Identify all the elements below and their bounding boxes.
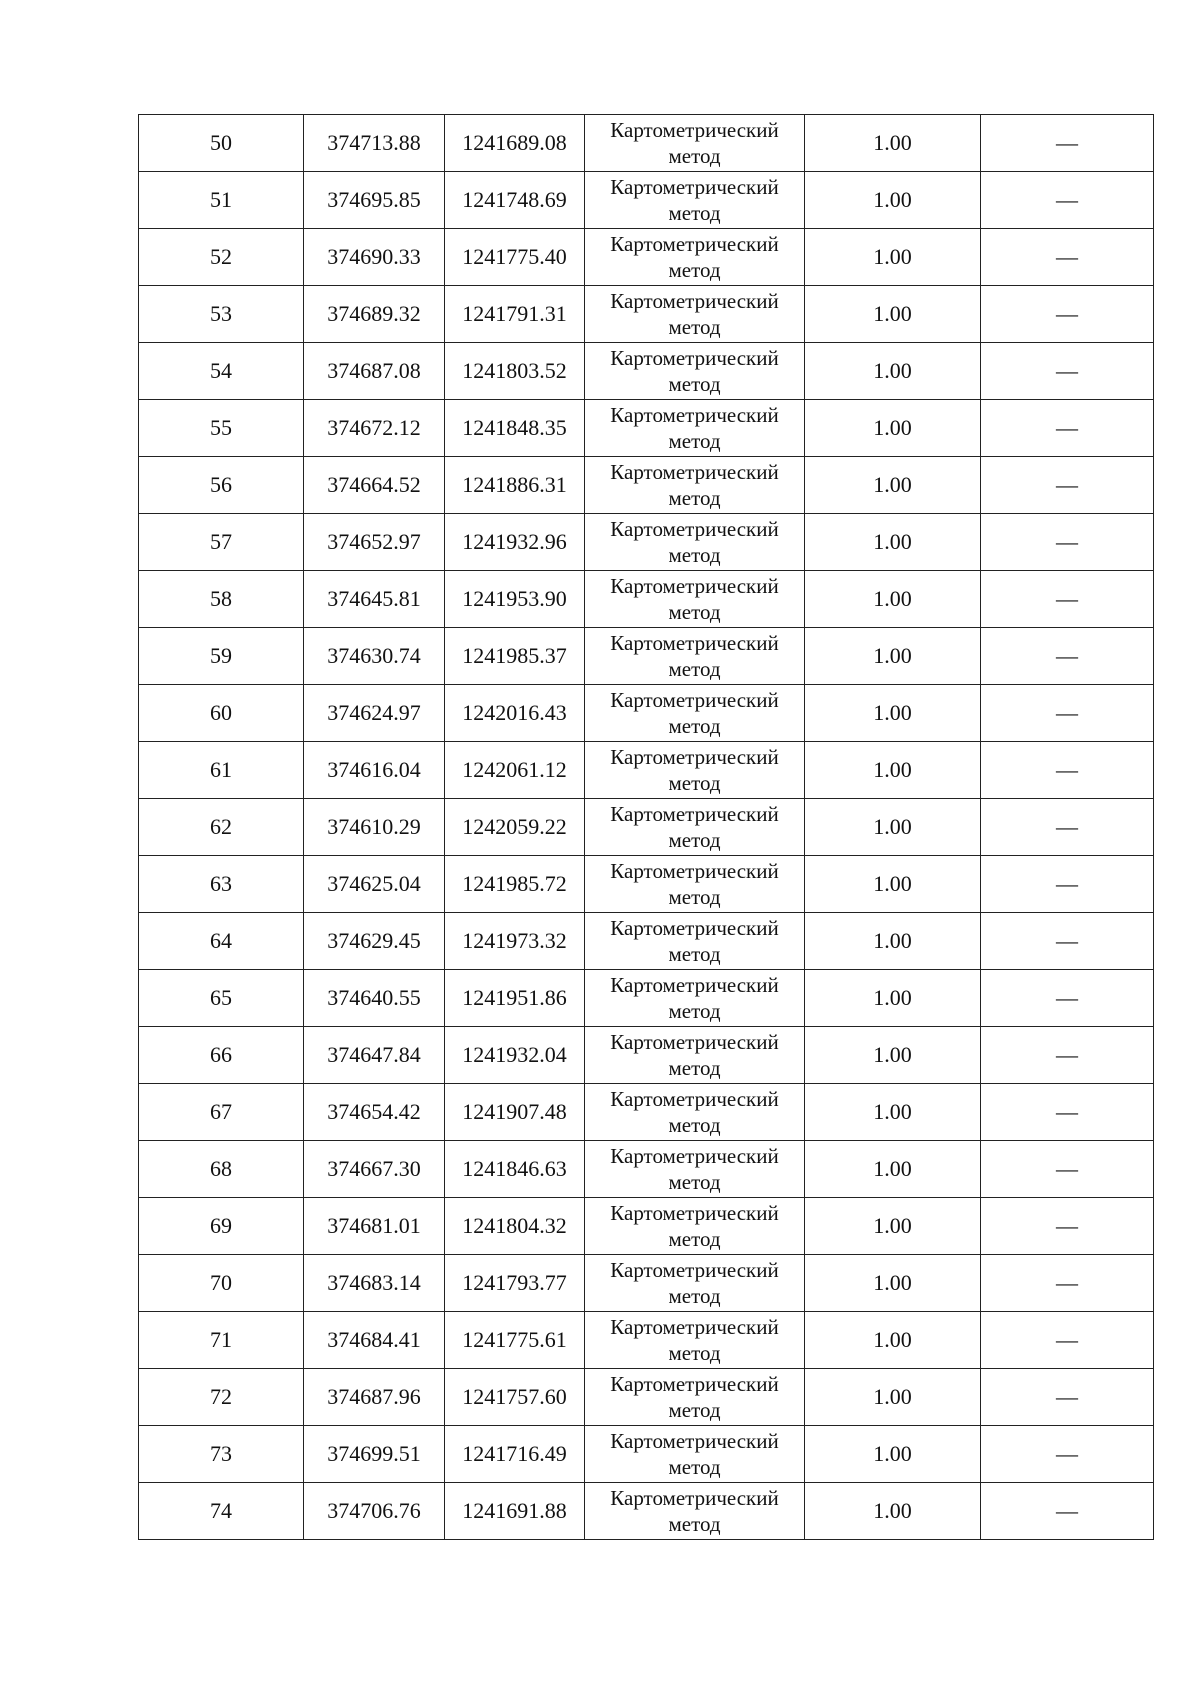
note-cell: —	[981, 913, 1154, 970]
method-cell: Картометрический метод	[585, 1426, 805, 1483]
note-cell: —	[981, 1198, 1154, 1255]
x-coordinate-cell: 374610.29	[304, 799, 445, 856]
y-coordinate-cell: 1241689.08	[445, 115, 585, 172]
accuracy-cell: 1.00	[805, 970, 981, 1027]
table-row	[139, 1027, 1154, 1084]
x-coordinate-cell: 374681.01	[304, 1198, 445, 1255]
y-coordinate-cell: 1241716.49	[445, 1426, 585, 1483]
accuracy-cell: 1.00	[805, 685, 981, 742]
accuracy-cell: 1.00	[805, 1483, 981, 1540]
note-cell: —	[981, 172, 1154, 229]
x-coordinate-cell: 374654.42	[304, 1084, 445, 1141]
method-cell: Картометрический метод	[585, 913, 805, 970]
accuracy-cell: 1.00	[805, 1369, 981, 1426]
table-row	[139, 1312, 1154, 1369]
x-coordinate-cell: 374652.97	[304, 514, 445, 571]
y-coordinate-cell: 1242059.22	[445, 799, 585, 856]
y-coordinate-cell: 1241985.37	[445, 628, 585, 685]
x-coordinate-cell: 374695.85	[304, 172, 445, 229]
method-cell: Картометрический метод	[585, 856, 805, 913]
x-coordinate-cell: 374645.81	[304, 571, 445, 628]
table-row	[139, 799, 1154, 856]
note-cell: —	[981, 229, 1154, 286]
note-cell: —	[981, 742, 1154, 799]
note-cell: —	[981, 685, 1154, 742]
point-number-cell: 60	[139, 685, 304, 742]
x-coordinate-cell: 374625.04	[304, 856, 445, 913]
x-coordinate-cell: 374687.96	[304, 1369, 445, 1426]
y-coordinate-cell: 1242016.43	[445, 685, 585, 742]
accuracy-cell: 1.00	[805, 799, 981, 856]
table-row	[139, 1369, 1154, 1426]
note-cell: —	[981, 1084, 1154, 1141]
x-coordinate-cell: 374647.84	[304, 1027, 445, 1084]
note-cell: —	[981, 1483, 1154, 1540]
method-cell: Картометрический метод	[585, 1198, 805, 1255]
x-coordinate-cell: 374684.41	[304, 1312, 445, 1369]
method-cell: Картометрический метод	[585, 115, 805, 172]
y-coordinate-cell: 1241973.32	[445, 913, 585, 970]
method-cell: Картометрический метод	[585, 172, 805, 229]
y-coordinate-cell: 1242061.12	[445, 742, 585, 799]
y-coordinate-cell: 1241804.32	[445, 1198, 585, 1255]
accuracy-cell: 1.00	[805, 115, 981, 172]
coordinates-table	[138, 114, 1154, 1540]
table-row	[139, 1084, 1154, 1141]
y-coordinate-cell: 1241886.31	[445, 457, 585, 514]
note-cell: —	[981, 571, 1154, 628]
point-number-cell: 54	[139, 343, 304, 400]
note-cell: —	[981, 856, 1154, 913]
note-cell: —	[981, 514, 1154, 571]
y-coordinate-cell: 1241793.77	[445, 1255, 585, 1312]
table-row	[139, 856, 1154, 913]
point-number-cell: 71	[139, 1312, 304, 1369]
accuracy-cell: 1.00	[805, 1198, 981, 1255]
y-coordinate-cell: 1241775.40	[445, 229, 585, 286]
note-cell: —	[981, 400, 1154, 457]
y-coordinate-cell: 1241951.86	[445, 970, 585, 1027]
y-coordinate-cell: 1241846.63	[445, 1141, 585, 1198]
method-cell: Картометрический метод	[585, 685, 805, 742]
point-number-cell: 51	[139, 172, 304, 229]
method-cell: Картометрический метод	[585, 514, 805, 571]
x-coordinate-cell: 374629.45	[304, 913, 445, 970]
y-coordinate-cell: 1241775.61	[445, 1312, 585, 1369]
table-row	[139, 400, 1154, 457]
accuracy-cell: 1.00	[805, 514, 981, 571]
accuracy-cell: 1.00	[805, 628, 981, 685]
y-coordinate-cell: 1241748.69	[445, 172, 585, 229]
x-coordinate-cell: 374672.12	[304, 400, 445, 457]
y-coordinate-cell: 1241848.35	[445, 400, 585, 457]
x-coordinate-cell: 374706.76	[304, 1483, 445, 1540]
point-number-cell: 58	[139, 571, 304, 628]
table-row	[139, 742, 1154, 799]
y-coordinate-cell: 1241953.90	[445, 571, 585, 628]
accuracy-cell: 1.00	[805, 856, 981, 913]
accuracy-cell: 1.00	[805, 229, 981, 286]
table-row	[139, 1255, 1154, 1312]
point-number-cell: 69	[139, 1198, 304, 1255]
accuracy-cell: 1.00	[805, 571, 981, 628]
table-row	[139, 628, 1154, 685]
x-coordinate-cell: 374699.51	[304, 1426, 445, 1483]
point-number-cell: 59	[139, 628, 304, 685]
point-number-cell: 66	[139, 1027, 304, 1084]
y-coordinate-cell: 1241932.04	[445, 1027, 585, 1084]
accuracy-cell: 1.00	[805, 1255, 981, 1312]
method-cell: Картометрический метод	[585, 1483, 805, 1540]
point-number-cell: 68	[139, 1141, 304, 1198]
method-cell: Картометрический метод	[585, 1255, 805, 1312]
method-cell: Картометрический метод	[585, 1141, 805, 1198]
table-row	[139, 1198, 1154, 1255]
method-cell: Картометрический метод	[585, 229, 805, 286]
accuracy-cell: 1.00	[805, 286, 981, 343]
y-coordinate-cell: 1241907.48	[445, 1084, 585, 1141]
accuracy-cell: 1.00	[805, 742, 981, 799]
note-cell: —	[981, 457, 1154, 514]
table-row	[139, 172, 1154, 229]
point-number-cell: 63	[139, 856, 304, 913]
method-cell: Картометрический метод	[585, 571, 805, 628]
accuracy-cell: 1.00	[805, 343, 981, 400]
accuracy-cell: 1.00	[805, 1426, 981, 1483]
note-cell: —	[981, 286, 1154, 343]
table-row	[139, 913, 1154, 970]
point-number-cell: 52	[139, 229, 304, 286]
y-coordinate-cell: 1241757.60	[445, 1369, 585, 1426]
note-cell: —	[981, 628, 1154, 685]
point-number-cell: 57	[139, 514, 304, 571]
method-cell: Картометрический метод	[585, 1369, 805, 1426]
accuracy-cell: 1.00	[805, 457, 981, 514]
method-cell: Картометрический метод	[585, 1027, 805, 1084]
x-coordinate-cell: 374640.55	[304, 970, 445, 1027]
note-cell: —	[981, 115, 1154, 172]
table-row	[139, 514, 1154, 571]
table-row	[139, 1483, 1154, 1540]
table-row	[139, 115, 1154, 172]
note-cell: —	[981, 1369, 1154, 1426]
point-number-cell: 74	[139, 1483, 304, 1540]
x-coordinate-cell: 374616.04	[304, 742, 445, 799]
y-coordinate-cell: 1241691.88	[445, 1483, 585, 1540]
method-cell: Картометрический метод	[585, 799, 805, 856]
method-cell: Картометрический метод	[585, 970, 805, 1027]
x-coordinate-cell: 374690.33	[304, 229, 445, 286]
accuracy-cell: 1.00	[805, 913, 981, 970]
y-coordinate-cell: 1241932.96	[445, 514, 585, 571]
point-number-cell: 73	[139, 1426, 304, 1483]
table-row	[139, 457, 1154, 514]
point-number-cell: 62	[139, 799, 304, 856]
table-row	[139, 343, 1154, 400]
note-cell: —	[981, 1312, 1154, 1369]
point-number-cell: 55	[139, 400, 304, 457]
point-number-cell: 53	[139, 286, 304, 343]
y-coordinate-cell: 1241985.72	[445, 856, 585, 913]
table-row	[139, 1426, 1154, 1483]
accuracy-cell: 1.00	[805, 1027, 981, 1084]
point-number-cell: 65	[139, 970, 304, 1027]
point-number-cell: 56	[139, 457, 304, 514]
table-row	[139, 571, 1154, 628]
point-number-cell: 70	[139, 1255, 304, 1312]
method-cell: Картометрический метод	[585, 343, 805, 400]
accuracy-cell: 1.00	[805, 172, 981, 229]
x-coordinate-cell: 374630.74	[304, 628, 445, 685]
point-number-cell: 50	[139, 115, 304, 172]
x-coordinate-cell: 374624.97	[304, 685, 445, 742]
method-cell: Картометрический метод	[585, 286, 805, 343]
accuracy-cell: 1.00	[805, 1084, 981, 1141]
table-row	[139, 685, 1154, 742]
x-coordinate-cell: 374689.32	[304, 286, 445, 343]
note-cell: —	[981, 1141, 1154, 1198]
point-number-cell: 67	[139, 1084, 304, 1141]
accuracy-cell: 1.00	[805, 1312, 981, 1369]
method-cell: Картометрический метод	[585, 742, 805, 799]
x-coordinate-cell: 374683.14	[304, 1255, 445, 1312]
accuracy-cell: 1.00	[805, 1141, 981, 1198]
method-cell: Картометрический метод	[585, 1084, 805, 1141]
table-row	[139, 970, 1154, 1027]
x-coordinate-cell: 374664.52	[304, 457, 445, 514]
note-cell: —	[981, 1027, 1154, 1084]
y-coordinate-cell: 1241791.31	[445, 286, 585, 343]
point-number-cell: 72	[139, 1369, 304, 1426]
x-coordinate-cell: 374667.30	[304, 1141, 445, 1198]
point-number-cell: 61	[139, 742, 304, 799]
note-cell: —	[981, 970, 1154, 1027]
x-coordinate-cell: 374713.88	[304, 115, 445, 172]
accuracy-cell: 1.00	[805, 400, 981, 457]
note-cell: —	[981, 1426, 1154, 1483]
note-cell: —	[981, 343, 1154, 400]
method-cell: Картометрический метод	[585, 628, 805, 685]
note-cell: —	[981, 799, 1154, 856]
point-number-cell: 64	[139, 913, 304, 970]
table-row	[139, 286, 1154, 343]
method-cell: Картометрический метод	[585, 457, 805, 514]
x-coordinate-cell: 374687.08	[304, 343, 445, 400]
table-row	[139, 1141, 1154, 1198]
method-cell: Картометрический метод	[585, 1312, 805, 1369]
method-cell: Картометрический метод	[585, 400, 805, 457]
y-coordinate-cell: 1241803.52	[445, 343, 585, 400]
table-row	[139, 229, 1154, 286]
note-cell: —	[981, 1255, 1154, 1312]
coordinates-table-body	[139, 115, 1154, 1540]
